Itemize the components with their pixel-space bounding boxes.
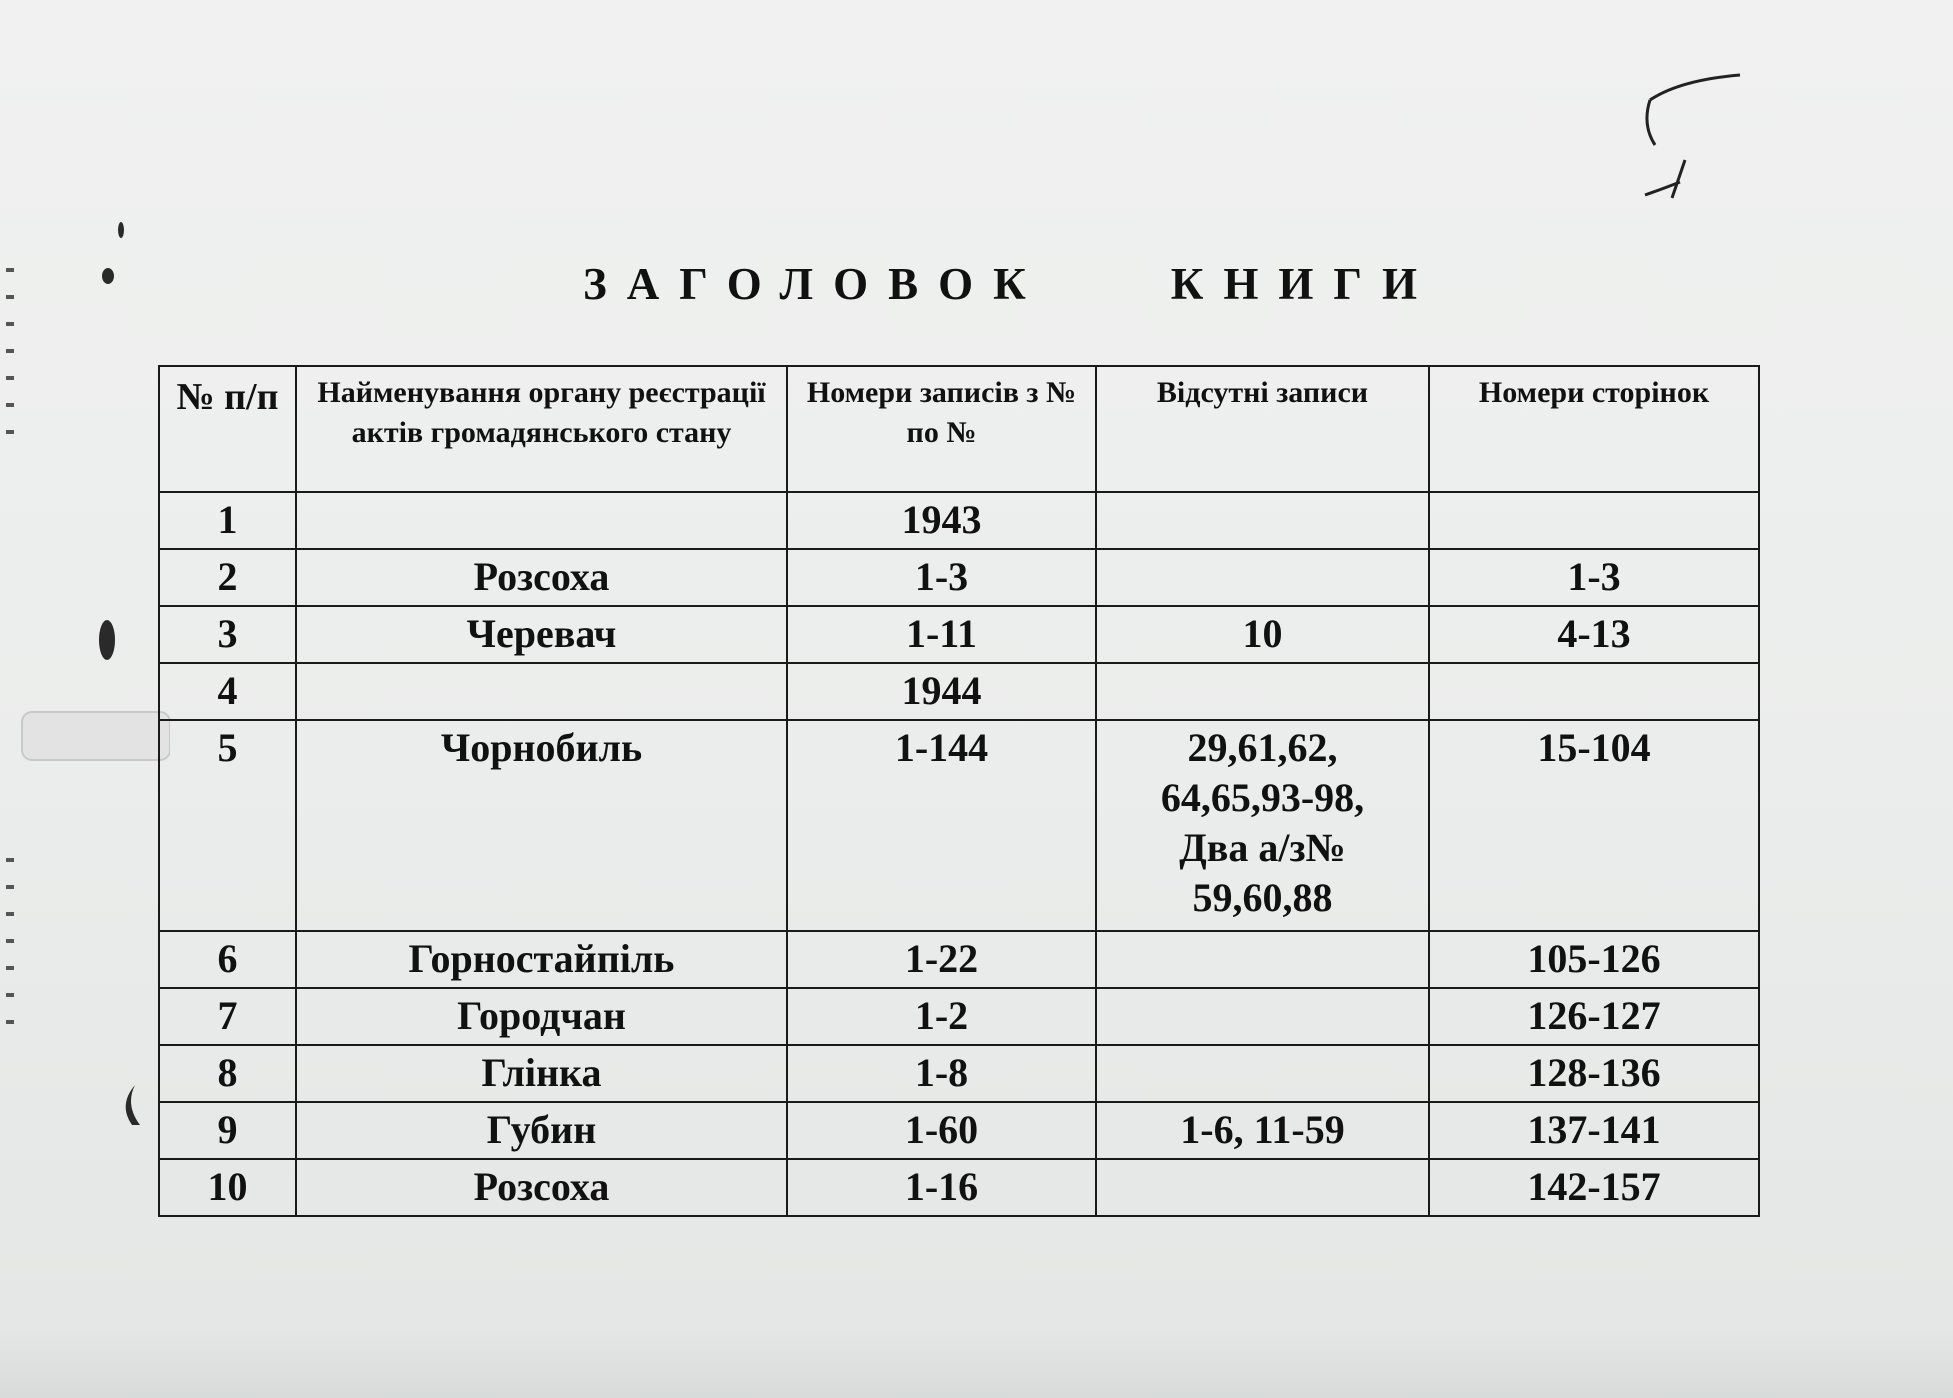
torn-paper-patch [22, 712, 170, 760]
punch-hole [99, 620, 115, 660]
cell-num: 1 [159, 492, 296, 549]
page-title: ЗАГОЛОВОК КНИГИ [583, 259, 1437, 309]
table-row [159, 1102, 1759, 1159]
cell-num: 7 [159, 988, 296, 1045]
cell-pages: 15-104 [1429, 720, 1759, 931]
cell-missing [1096, 988, 1429, 1045]
cell-authority: Горностайпіль [296, 931, 787, 988]
cell-pages [1429, 492, 1759, 549]
cell-authority: Розсоха [296, 1159, 787, 1216]
cell-records: 1-11 [787, 606, 1096, 663]
cell-num: 4 [159, 663, 296, 720]
cell-missing [1096, 1045, 1429, 1102]
book-index-table [158, 365, 1760, 1217]
table-row [159, 988, 1759, 1045]
cell-num: 9 [159, 1102, 296, 1159]
cell-num: 6 [159, 931, 296, 988]
cell-pages: 142-157 [1429, 1159, 1759, 1216]
table-row [159, 931, 1759, 988]
cell-records: 1-8 [787, 1045, 1096, 1102]
punch-mark [118, 222, 124, 238]
table-row [159, 1159, 1759, 1216]
cell-missing [1096, 931, 1429, 988]
binding-holes [0, 0, 170, 1398]
cell-records: 1943 [787, 492, 1096, 549]
cell-authority: Черевач [296, 606, 787, 663]
cell-missing: 10 [1096, 606, 1429, 663]
table-row [159, 492, 1759, 549]
table-row [159, 663, 1759, 720]
header-missing: Відсутні записи [1096, 366, 1429, 492]
table-row [159, 720, 1759, 931]
table-header-row [159, 366, 1759, 492]
cell-missing [1096, 663, 1429, 720]
corner-mark [1640, 70, 1750, 205]
cell-records: 1-144 [787, 720, 1096, 931]
header-authority: Найменування органу реєстрації актів громадянського стану [296, 366, 787, 492]
sheet-shadow [0, 1330, 1953, 1398]
cell-missing [1096, 549, 1429, 606]
cell-pages: 4-13 [1429, 606, 1759, 663]
cell-authority: Розсоха [296, 549, 787, 606]
cell-authority: Городчан [296, 988, 787, 1045]
cell-authority: Чорнобиль [296, 720, 787, 931]
cell-num: 2 [159, 549, 296, 606]
cell-num: 10 [159, 1159, 296, 1216]
cell-authority [296, 663, 787, 720]
cell-num: 5 [159, 720, 296, 931]
cell-records: 1-3 [787, 549, 1096, 606]
table-row [159, 1045, 1759, 1102]
cell-records: 1-60 [787, 1102, 1096, 1159]
cell-authority: Губин [296, 1102, 787, 1159]
cell-missing [1096, 1159, 1429, 1216]
cell-pages: 126-127 [1429, 988, 1759, 1045]
cell-pages [1429, 663, 1759, 720]
cell-pages: 128-136 [1429, 1045, 1759, 1102]
header-pages: Номери сторінок [1429, 366, 1759, 492]
cell-num: 3 [159, 606, 296, 663]
cell-records: 1944 [787, 663, 1096, 720]
cell-missing: 1-6, 11-59 [1096, 1102, 1429, 1159]
cell-missing: 29,61,62, 64,65,93-98, Два а/з№ 59,60,88 [1096, 720, 1429, 931]
cell-missing [1096, 492, 1429, 549]
table-row [159, 606, 1759, 663]
table-row [159, 549, 1759, 606]
cell-records: 1-22 [787, 931, 1096, 988]
cell-pages: 105-126 [1429, 931, 1759, 988]
cell-pages: 1-3 [1429, 549, 1759, 606]
punch-mark [126, 1085, 140, 1125]
cell-num: 8 [159, 1045, 296, 1102]
svg-text:I: I [1700, 150, 1701, 151]
header-records: Номери записів з № по № [787, 366, 1096, 492]
cell-authority: Глінка [296, 1045, 787, 1102]
cell-authority [296, 492, 787, 549]
header-num: № п/п [159, 366, 296, 492]
cell-records: 1-16 [787, 1159, 1096, 1216]
cell-pages: 137-141 [1429, 1102, 1759, 1159]
cell-records: 1-2 [787, 988, 1096, 1045]
